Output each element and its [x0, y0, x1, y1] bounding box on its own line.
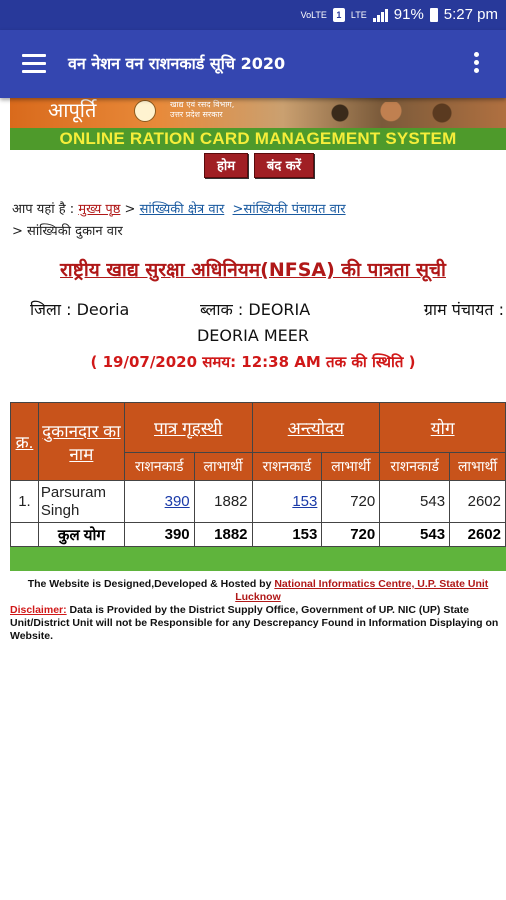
cell-total-rc: 543: [380, 481, 450, 523]
disclaimer: [10, 604, 506, 643]
status-bar: [0, 0, 506, 30]
subheader-beneficiary: लाभार्थी: [194, 453, 252, 481]
subheader-ration-card: राशनकार्ड: [124, 453, 194, 481]
site-banner: [10, 98, 506, 128]
cell-empty: [11, 523, 39, 547]
credits-line: The Website is Designed,Developed & Hosted by National Informatics Centre, U.P. State Unit Lucknow: [27, 578, 489, 603]
total-total-ben: 2602: [450, 523, 506, 547]
more-vert-icon[interactable]: [474, 52, 480, 76]
breadcrumb-home-link[interactable]: मुख्य पृष्ठ: [78, 202, 121, 217]
block-label: ब्लाक : DEORIA: [200, 300, 311, 319]
battery-percent: 91%: [393, 6, 424, 23]
signal-icon: [373, 8, 388, 22]
sim-badge: 1: [333, 8, 345, 22]
breadcrumb-prefix: आप यहां है :: [12, 202, 75, 217]
cell-eligible-ben: 1882: [194, 481, 252, 523]
district-label: जिला : Deoria: [30, 300, 130, 319]
battery-icon: [430, 8, 438, 22]
food-grains-image: [306, 102, 476, 124]
volte-indicator: VoLTE: [300, 9, 327, 20]
breadcrumb-current: > सांख्यिकी दुकान वार: [12, 224, 123, 239]
banner-aapurti: आपूर्ति: [48, 98, 97, 122]
cell-antyodaya-rc: [252, 481, 322, 523]
gram-panchayat-value: DEORIA MEER: [196, 326, 310, 345]
col-header-total: योग: [380, 403, 506, 453]
cell-sn: 1.: [11, 481, 39, 523]
breadcrumb-region-link[interactable]: सांख्यिकी क्षेत्र वार: [139, 202, 225, 217]
close-button[interactable]: बंद करें: [254, 153, 314, 178]
total-eligible-rc: 390: [124, 523, 194, 547]
cell-eligible-rc: [124, 481, 194, 523]
system-title: ONLINE RATION CARD MANAGEMENT SYSTEM: [10, 128, 506, 150]
subheader-beneficiary: लाभार्थी: [450, 453, 506, 481]
disclaimer-text: Data is Provided by the District Supply Office, Government of UP. NIC (UP) State Unit/District Unit will not be Responsible for any Descrepancy Found in Information Displaying on Website.: [10, 604, 499, 642]
eligibility-table: [10, 402, 506, 571]
cell-total-ben: 2602: [450, 481, 506, 523]
subheader-beneficiary: लाभार्थी: [322, 453, 380, 481]
app-bar: [0, 30, 506, 98]
status-timestamp: ( 19/07/2020 समय: 12:38 AM तक की स्थिति ): [90, 353, 416, 371]
nic-link[interactable]: National Informatics Centre, U.P. State Unit Lucknow: [235, 578, 489, 603]
lte-indicator: LTE: [350, 9, 367, 20]
antyodaya-rc-link[interactable]: 153: [292, 493, 318, 510]
app-title: वन नेशन वन राशनकार्ड सूचि 2020: [68, 54, 286, 73]
breadcrumb-panchayat-link[interactable]: >सांख्यिकी पंचायत वार: [232, 202, 346, 217]
home-button[interactable]: होम: [204, 153, 248, 178]
col-header-antyodaya: अन्त्योदय: [252, 403, 380, 453]
gram-panchayat-label: ग्राम पंचायत :: [423, 300, 504, 319]
total-antyodaya-rc: 153: [252, 523, 322, 547]
subheader-ration-card: राशनकार्ड: [380, 453, 450, 481]
site-footer: [10, 578, 506, 643]
total-antyodaya-ben: 720: [322, 523, 380, 547]
breadcrumb: आप यहां है : मुख्य पृष्ठ > सांख्यिकी क्षेत्र वार >सांख्यिकी पंचायत वार > सांख्यिकी दुकान वार: [12, 202, 346, 239]
disclaimer-label: Disclaimer:: [10, 604, 67, 616]
banner-tagline: खाद्य एवं रसद विभाग, उत्तर प्रदेश सरकार: [170, 100, 235, 119]
cell-shopkeeper-name: Parsuram Singh: [38, 481, 124, 523]
total-eligible-ben: 1882: [194, 523, 252, 547]
col-header-sn: क्र.: [11, 403, 39, 481]
cell-antyodaya-ben: 720: [322, 481, 380, 523]
table-footer-bar: [11, 547, 506, 571]
total-total-rc: 543: [380, 523, 450, 547]
totals-label: कुल योग: [38, 523, 124, 547]
subheader-ration-card: राशनकार्ड: [252, 453, 322, 481]
up-emblem-icon: [134, 100, 156, 122]
col-header-shopkeeper: दुकानदार का नाम: [38, 403, 124, 481]
col-header-eligible: पात्र गृहस्थी: [124, 403, 252, 453]
table-row: [11, 481, 506, 523]
webview-content: [0, 98, 506, 900]
clock: 5:27 pm: [443, 6, 498, 23]
hamburger-menu-icon[interactable]: [22, 54, 46, 74]
eligible-rc-link[interactable]: 390: [164, 493, 190, 510]
page-title: राष्ट्रीय खाद्य सुरक्षा अधिनियम(NFSA) की पात्रता सूची: [60, 259, 446, 281]
totals-row: [11, 523, 506, 547]
